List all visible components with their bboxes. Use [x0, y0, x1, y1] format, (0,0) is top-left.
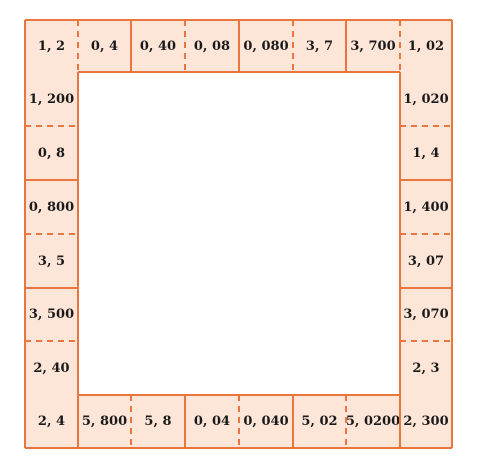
- domino-value: 5, 800: [81, 414, 128, 429]
- top-domino-3-half-1: [239, 20, 293, 72]
- domino-value: 0, 8: [37, 145, 66, 161]
- top-domino-1-half-2: [78, 20, 131, 72]
- domino-value: 2, 3: [412, 360, 440, 376]
- top-domino-2-half-2: [185, 20, 239, 72]
- domino-value: 1, 4: [412, 145, 440, 161]
- domino-value: 0, 04: [193, 414, 231, 429]
- domino-value: 1, 200: [28, 91, 75, 107]
- left-domino-1-half-2: [25, 288, 78, 341]
- domino-value: 3, 7: [305, 38, 334, 54]
- domino-value: 5, 8: [144, 414, 172, 429]
- domino-value: 1, 2: [37, 38, 66, 54]
- domino-value: 0, 040: [243, 414, 289, 429]
- right-domino-3-half-1: [400, 288, 452, 341]
- left-domino-3-half-1: [25, 126, 78, 180]
- domino-value: 3, 070: [403, 307, 449, 322]
- bottom-domino-1-half-1: [400, 395, 452, 448]
- domino-value: 0, 4: [90, 38, 119, 54]
- right-domino-1-half-2: [400, 126, 452, 180]
- top-domino-4-half-1: [346, 20, 400, 72]
- bottom-domino-3-half-2: [131, 395, 185, 448]
- left-domino-3-half-2: [25, 72, 78, 126]
- domino-value: 2, 40: [33, 360, 70, 376]
- domino-value: 3, 500: [28, 307, 75, 322]
- right-domino-1-half-1: [400, 72, 452, 126]
- domino-value: 3, 07: [407, 253, 445, 269]
- top-domino-1-half-1: [25, 20, 78, 72]
- top-domino-4-half-2: [400, 20, 452, 72]
- right-domino-2-half-2: [400, 234, 452, 288]
- top-domino-3-half-2: [293, 20, 346, 72]
- left-domino-2-half-1: [25, 234, 78, 288]
- domino-value: 2, 300: [403, 414, 449, 429]
- top-domino-2-half-1: [131, 20, 185, 72]
- right-domino-3-half-2: [400, 341, 452, 395]
- domino-value: 0, 080: [243, 38, 289, 54]
- domino-value: 3, 5: [37, 253, 66, 269]
- bottom-domino-1-half-2: [346, 395, 400, 448]
- bottom-domino-3-half-1: [185, 395, 239, 448]
- bottom-domino-4-half-1: [78, 395, 131, 448]
- domino-value: 0, 800: [28, 199, 75, 215]
- domino-value: 3, 700: [350, 38, 396, 54]
- domino-value: 1, 020: [403, 91, 449, 107]
- domino-value: 1, 02: [407, 38, 445, 54]
- domino-value: 2, 4: [37, 414, 66, 429]
- bottom-domino-2-half-1: [293, 395, 346, 448]
- left-domino-2-half-2: [25, 180, 78, 234]
- left-domino-1-half-1: [25, 341, 78, 395]
- bottom-domino-4-half-2: [25, 395, 78, 448]
- domino-value: 5, 0200: [345, 414, 401, 429]
- domino-value: 1, 400: [403, 199, 449, 215]
- domino-value: 0, 40: [139, 38, 177, 54]
- bottom-domino-2-half-2: [239, 395, 293, 448]
- domino-value: 5, 02: [301, 414, 338, 429]
- right-domino-2-half-1: [400, 180, 452, 234]
- domino-value: 0, 08: [193, 38, 231, 54]
